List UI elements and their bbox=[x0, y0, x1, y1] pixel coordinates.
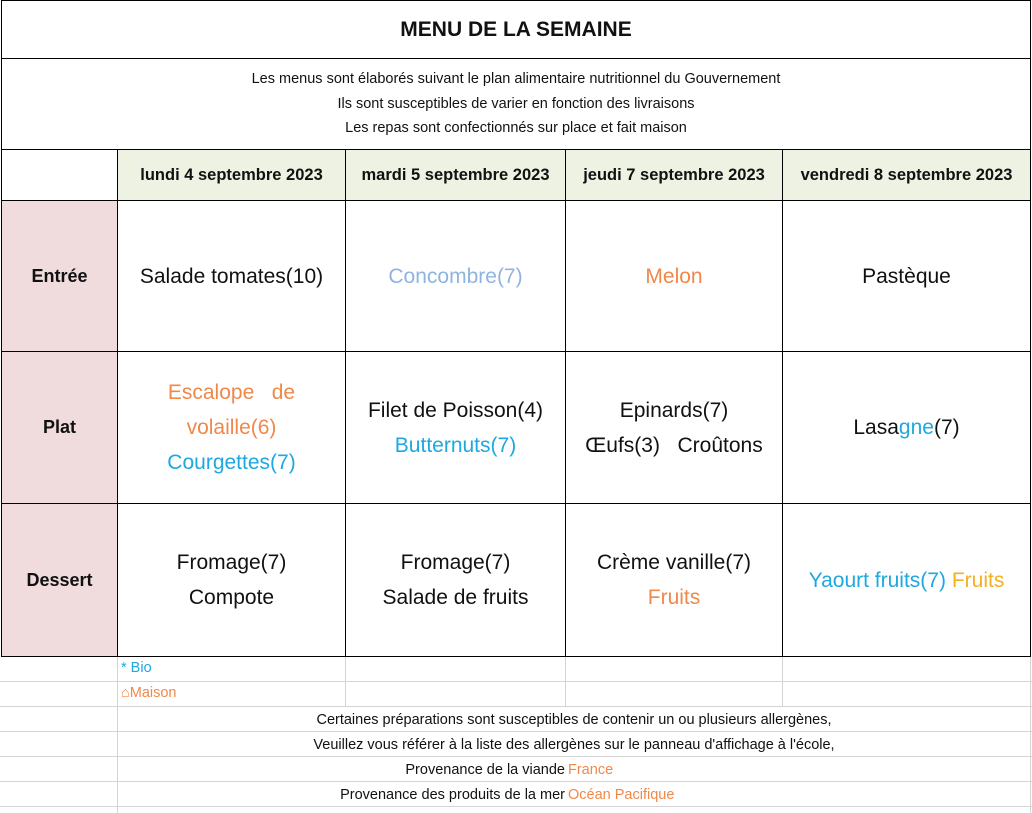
dish-line: Fromage(7) bbox=[400, 551, 511, 574]
meat-origin-label: Provenance de la viande bbox=[405, 761, 565, 778]
dish-line: Fruits bbox=[647, 586, 701, 609]
entree-fri: Pastèque bbox=[862, 264, 951, 288]
legend-bio: * Bio bbox=[121, 660, 152, 676]
intro-text bbox=[2, 59, 1030, 149]
seafood-origin bbox=[118, 782, 1030, 807]
dish-line: Courgettes(7) bbox=[167, 451, 296, 474]
day-header-thu bbox=[566, 150, 782, 200]
day-header-fri bbox=[783, 150, 1030, 200]
entree-mon: Salade tomates(10) bbox=[139, 264, 324, 288]
dish-line: Œufs(3) Croûtons bbox=[585, 433, 763, 457]
dish-line: Salade de fruits bbox=[382, 586, 529, 609]
dessert-thu bbox=[566, 504, 782, 656]
dish-line: Crème vanille(7) bbox=[596, 551, 752, 574]
dish-line: Compote bbox=[188, 586, 275, 609]
day-header-tue bbox=[346, 150, 565, 200]
intro-line: Ils sont susceptibles de varier en fonction des livraisons bbox=[337, 95, 695, 112]
meat-origin bbox=[118, 757, 1030, 782]
seafood-origin-value: Océan Pacifique bbox=[568, 786, 675, 803]
seafood-origin-label: Provenance des produits de la mer bbox=[340, 786, 565, 803]
day-label: mardi 5 septembre 2023 bbox=[361, 165, 550, 184]
dessert-mon bbox=[118, 504, 345, 656]
plat-thu bbox=[566, 352, 782, 503]
day-header-mon bbox=[118, 150, 345, 200]
dish-line: Escalope de bbox=[167, 381, 296, 404]
meat-origin-value: France bbox=[568, 761, 614, 778]
row-header-plat: Plat bbox=[2, 352, 117, 503]
entree-thu: Melon bbox=[645, 264, 703, 288]
allergen-note-1: Certaines préparations sont susceptibles de contenir un ou plusieurs allergènes, bbox=[316, 711, 832, 728]
dish-line: Filet de Poisson(4) bbox=[367, 398, 544, 422]
dish-part: Fruits bbox=[951, 568, 1005, 592]
day-label: vendredi 8 septembre 2023 bbox=[800, 165, 1013, 184]
dish-part: Yaourt fruits(7) bbox=[808, 568, 946, 592]
plat-tue bbox=[346, 352, 565, 503]
allergen-note-2: Veuillez vous référer à la liste des allergènes sur le panneau d'affichage à l'école, bbox=[313, 736, 835, 753]
dish-part: (7) bbox=[933, 416, 960, 439]
row-header-entree: Entrée bbox=[2, 201, 117, 351]
dish-line: Butternuts(7) bbox=[394, 433, 517, 457]
intro-line: Les menus sont élaborés suivant le plan alimentaire nutritionnel du Gouvernement bbox=[251, 71, 781, 88]
plat-fri bbox=[783, 352, 1030, 503]
dish-part: gne bbox=[898, 416, 934, 439]
plat-mon bbox=[118, 352, 345, 503]
dish-line: Fromage(7) bbox=[176, 551, 287, 574]
entree-tue: Concombre(7) bbox=[388, 264, 523, 288]
dessert-fri bbox=[783, 504, 1030, 656]
day-label: lundi 4 septembre 2023 bbox=[140, 165, 323, 184]
dish-line: Epinards(7) bbox=[619, 398, 729, 422]
dessert-tue bbox=[346, 504, 565, 656]
legend-maison: ⌂Maison bbox=[121, 685, 177, 701]
row-header-dessert: Dessert bbox=[2, 504, 117, 656]
intro-line: Les repas sont confectionnés sur place et fait maison bbox=[345, 120, 687, 137]
page-title: MENU DE LA SEMAINE bbox=[400, 17, 632, 41]
day-label: jeudi 7 septembre 2023 bbox=[583, 165, 765, 184]
dish-line: volaille(6) bbox=[186, 416, 277, 439]
dish-part: Lasa bbox=[853, 416, 899, 439]
